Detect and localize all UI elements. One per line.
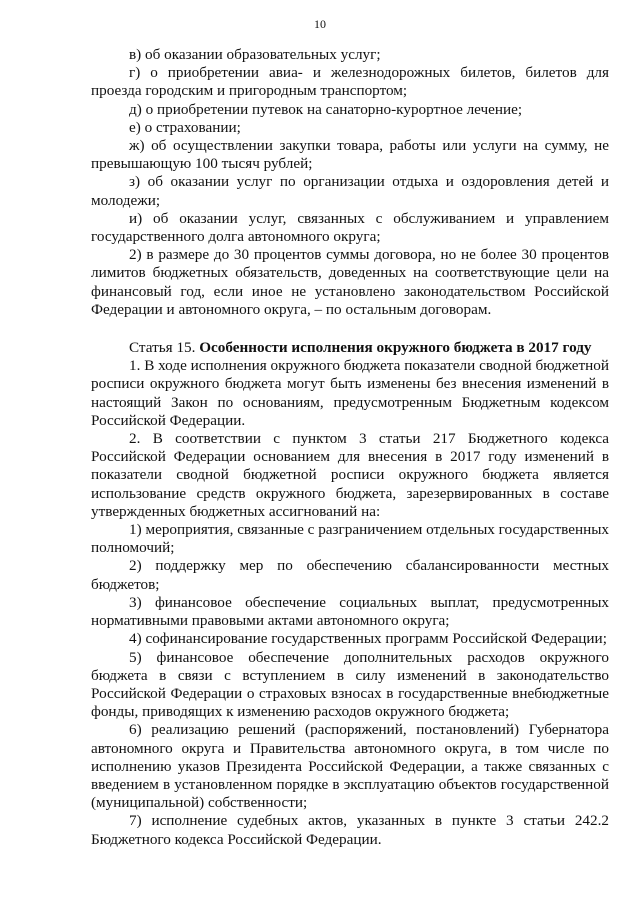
paragraph: 2) поддержку мер по обеспечению сбалансированности местных бюджетов; bbox=[91, 557, 609, 593]
paragraph: 2. В соответствии с пунктом 3 статьи 217 Бюджетного кодекса Российской Федерации основанием для внесения в 2017 году изменений в показатели сводной бюджетной росписи окружного бюджета является использование средств окружного бюджета, зарезервированных в составе утвержденных бюджетных ассигнований на: bbox=[91, 430, 609, 520]
paragraph: 1) мероприятия, связанные с разграничением отдельных государственных полномочий; bbox=[91, 521, 609, 557]
article-heading bbox=[91, 339, 609, 357]
article-prefix: Статья 15. bbox=[129, 339, 200, 357]
list-item: з) об оказании услуг по организации отдыха и оздоровления детей и молодежи; bbox=[91, 173, 609, 209]
page-number: 10 bbox=[314, 17, 326, 31]
paragraph: 5) финансовое обеспечение дополнительных расходов окружного бюджета в связи с вступлением в силу изменений в законодательство Российской Федерации о страховых взносах в государственные внебюджетные фонды, приводящих к изменению расходов окружного бюджета; bbox=[91, 648, 609, 721]
paragraph: 3) финансовое обеспечение социальных выплат, предусмотренных нормативными правовыми актами автономного округа; bbox=[91, 593, 609, 630]
section-spacer bbox=[91, 319, 609, 339]
paragraph: 6) реализацию решений (распоряжений, постановлений) Губернатора автономного округа и Правительства автономного округа, в том числе по исполнению указов Президента Российской Федерации, а также связанных с введением в установленном порядке в эксплуатацию объектов государственной (муниципальной) собственности; bbox=[91, 721, 609, 812]
list-item: е) о страховании; bbox=[129, 118, 241, 136]
list-item: 2) в размере до 30 процентов суммы договора, но не более 30 процентов лимитов бюджетных обязательств, доведенных на соответствующие цели на финансовый год, если иное не установлено законодательством Российской Федерации и автономного округа, – по остальным договорам. bbox=[91, 246, 609, 318]
list-item: д) о приобретении путевок на санаторно-курортное лечение; bbox=[129, 100, 523, 118]
list-item: г) о приобретении авиа- и железнодорожных билетов, билетов для проезда городским и пригородным транспортом; bbox=[91, 64, 609, 100]
paragraph: 4) софинансирование государственных программ Российской Федерации; bbox=[129, 630, 607, 648]
list-item: ж) об осуществлении закупки товара, работы или услуги на сумму, не превышающую 100 тысяч рублей; bbox=[91, 137, 609, 173]
list-item: в) об оказании образовательных услуг; bbox=[129, 46, 381, 63]
article-title: Особенности исполнения окружного бюджета в 2017 году bbox=[199, 339, 592, 357]
list-item: и) об оказании услуг, связанных с обслуживанием и управлением государственного долга автономного округа; bbox=[91, 209, 609, 246]
paragraph: 7) исполнение судебных актов, указанных в пункте 3 статьи 242.2 Бюджетного кодекса Российской Федерации. bbox=[91, 812, 609, 848]
document-body bbox=[91, 46, 609, 849]
paragraph: 1. В ходе исполнения окружного бюджета показатели сводной бюджетной росписи окружного бюджета могут быть изменены без внесения изменений в настоящий Закон по основаниям, предусмотренным Бюджетным кодексом Российской Федерации. bbox=[91, 357, 609, 429]
